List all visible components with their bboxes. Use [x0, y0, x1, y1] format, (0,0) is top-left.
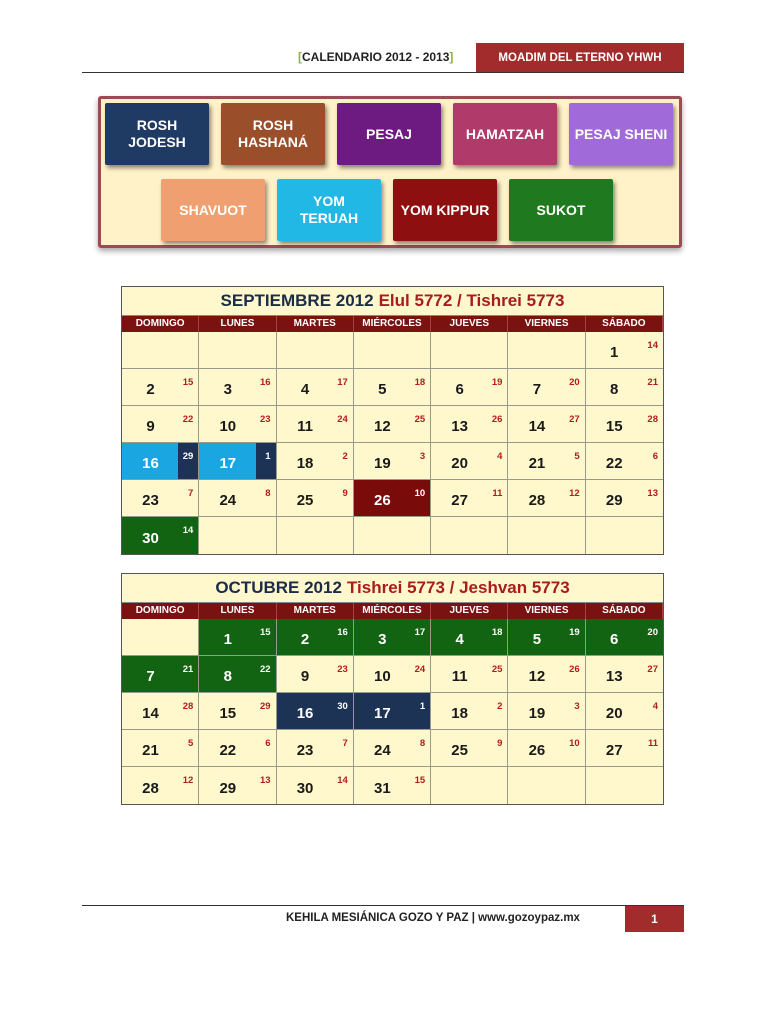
- calendar-day: [199, 369, 276, 406]
- calendar-day: [431, 443, 508, 480]
- day-number: 14: [142, 705, 159, 722]
- footer-text: KEHILA MESIÁNICA GOZO Y PAZ | www.gozoypaz.mx: [286, 912, 580, 924]
- calendar-day: [122, 443, 199, 480]
- hebrew-day-number: 13: [647, 488, 658, 499]
- calendar-day: [431, 480, 508, 517]
- legend-item-shavuot: SHAVUOT: [161, 179, 265, 241]
- calendar-day: [354, 443, 431, 480]
- calendar-day: [586, 369, 663, 406]
- calendar-hebrew-months: Elul 5772 / Tishrei 5773: [378, 291, 565, 310]
- weekday-label: SÁBADO: [586, 603, 663, 619]
- header-title-text: CALENDARIO 2012 - 2013: [302, 50, 450, 64]
- day-number: 7: [532, 381, 542, 398]
- hebrew-day-number: 26: [491, 414, 503, 425]
- day-number: 5: [378, 381, 387, 398]
- calendar-grid: [122, 619, 663, 804]
- calendar-day: [508, 480, 585, 517]
- weekday-label: VIERNES: [508, 603, 585, 619]
- legend-item-yom-teruah: YOM TERUAH: [277, 179, 381, 241]
- hebrew-day-number: 7: [342, 738, 348, 749]
- weekday-label: MARTES: [277, 316, 354, 332]
- day-number: 5: [532, 631, 542, 648]
- calendar-day: [354, 767, 431, 804]
- hebrew-day-number: 11: [647, 738, 658, 749]
- calendar-hebrew-months: Tishrei 5773 / Jeshvan 5773: [346, 578, 570, 597]
- hebrew-day-number: 13: [259, 775, 271, 786]
- hebrew-day-number: 22: [259, 664, 271, 675]
- day-number: 31: [374, 780, 391, 797]
- weekday-label: MARTES: [277, 603, 354, 619]
- hebrew-day-number: 3: [574, 701, 580, 712]
- calendar-day: [277, 443, 354, 480]
- day-number: 18: [296, 455, 314, 472]
- hebrew-day-number: 15: [259, 627, 271, 638]
- legend-item-rosh-hashaná: ROSH HASHANÁ: [221, 103, 325, 165]
- day-number: 1: [223, 631, 232, 648]
- day-number: 4: [455, 631, 464, 648]
- day-number: 23: [142, 492, 159, 509]
- calendar-empty-cell: [354, 517, 431, 554]
- day-number: 15: [219, 705, 237, 722]
- calendar-day: [277, 767, 354, 804]
- hebrew-day-number: 18: [414, 377, 426, 388]
- day-number: 1: [610, 344, 619, 361]
- calendar-day: [586, 693, 663, 730]
- calendar-day: [277, 656, 354, 693]
- calendar-day: [199, 656, 276, 693]
- day-number: 2: [300, 631, 310, 648]
- weekday-header: [122, 316, 663, 332]
- day-number: 11: [451, 668, 468, 685]
- hebrew-day-number: 22: [182, 414, 194, 425]
- calendar-month: OCTUBRE 2012: [215, 578, 342, 597]
- calendar-day: [508, 693, 585, 730]
- hebrew-day-number: 16: [259, 377, 271, 388]
- calendar-empty-cell: [431, 517, 508, 554]
- day-number: 30: [296, 780, 314, 797]
- calendar-day: [199, 443, 276, 480]
- day-number: 11: [297, 418, 313, 435]
- day-number: 13: [451, 418, 468, 435]
- hebrew-day-number: 14: [647, 340, 658, 351]
- day-number: 10: [219, 418, 237, 435]
- calendar-day: [277, 693, 354, 730]
- calendar-grid: [122, 332, 663, 554]
- calendar-day: [122, 693, 199, 730]
- calendar-empty-cell: [431, 767, 508, 804]
- hebrew-day-number: 8: [419, 738, 426, 749]
- calendar-day: [508, 656, 585, 693]
- calendar-day: [122, 480, 199, 517]
- weekday-label: VIERNES: [508, 316, 585, 332]
- calendar-month: SEPTIEMBRE 2012: [220, 291, 374, 310]
- day-number: 16: [296, 705, 314, 722]
- legend-item-pesaj: PESAJ: [337, 103, 441, 165]
- hebrew-day-number: 16: [337, 627, 348, 638]
- calendar-empty-cell: [508, 767, 585, 804]
- header-title: [298, 50, 453, 64]
- calendar-day: [277, 406, 354, 443]
- calendar-day: [431, 693, 508, 730]
- hebrew-day-number: 1: [419, 701, 426, 712]
- hebrew-day-number: 7: [187, 488, 194, 499]
- calendar-empty-cell: [586, 517, 663, 554]
- calendar-day: [277, 480, 354, 517]
- day-number: 15: [605, 418, 623, 435]
- hebrew-day-number: 12: [182, 775, 194, 786]
- calendar-empty-cell: [277, 332, 354, 369]
- calendar-day: [586, 730, 663, 767]
- day-number: 7: [146, 668, 155, 685]
- day-number: 28: [142, 780, 159, 797]
- calendar-day: [199, 693, 276, 730]
- day-number: 25: [296, 492, 314, 509]
- day-number: 8: [223, 668, 232, 685]
- day-number: 17: [374, 705, 391, 722]
- calendar-day: [277, 730, 354, 767]
- calendar-day: [199, 619, 276, 656]
- hebrew-day-number: 14: [337, 775, 348, 786]
- hebrew-day-number: 14: [182, 525, 194, 536]
- hebrew-day-number: 19: [569, 627, 580, 638]
- calendar-empty-cell: [508, 332, 585, 369]
- calendar-day: [508, 406, 585, 443]
- calendar-day: [354, 619, 431, 656]
- calendar-day: [354, 480, 431, 517]
- day-number: 3: [378, 631, 387, 648]
- header-divider: [82, 72, 684, 73]
- weekday-header: [122, 603, 663, 619]
- weekday-label: LUNES: [199, 316, 276, 332]
- legend-item-hamatzah: HAMATZAH: [453, 103, 557, 165]
- bracket-close: ]: [449, 50, 454, 64]
- hebrew-day-number: 9: [497, 738, 503, 749]
- day-number: 26: [374, 492, 391, 509]
- hebrew-day-number: 11: [492, 488, 503, 499]
- weekday-label: JUEVES: [431, 316, 508, 332]
- hebrew-day-number: 17: [414, 627, 426, 638]
- weekday-label: JUEVES: [431, 603, 508, 619]
- day-number: 21: [142, 742, 159, 759]
- day-number: 17: [219, 455, 237, 472]
- calendar-day: [508, 730, 585, 767]
- hebrew-day-number: 17: [337, 377, 348, 388]
- calendar-day: [122, 767, 199, 804]
- day-number: 10: [374, 668, 391, 685]
- hebrew-day-number: 29: [182, 451, 194, 462]
- calendar-day: [586, 443, 663, 480]
- calendar-day: [122, 730, 199, 767]
- hebrew-day-number: 21: [647, 377, 658, 388]
- calendar-day: [354, 406, 431, 443]
- day-number: 27: [451, 492, 468, 509]
- legend-item-yom-kippur: YOM KIPPUR: [393, 179, 497, 241]
- hebrew-day-number: 23: [337, 664, 348, 675]
- hebrew-day-number: 26: [569, 664, 580, 675]
- legend-panel: [98, 96, 682, 248]
- calendar-day: [122, 656, 199, 693]
- day-number: 22: [605, 455, 623, 472]
- hebrew-day-number: 6: [265, 738, 271, 749]
- hebrew-day-number: 28: [647, 414, 658, 425]
- weekday-label: MIÉRCOLES: [354, 603, 431, 619]
- calendar-day: [586, 332, 663, 369]
- day-number: 29: [219, 780, 237, 797]
- calendar-empty-cell: [586, 767, 663, 804]
- hebrew-day-number: 2: [497, 701, 503, 712]
- day-number: 9: [300, 668, 310, 685]
- day-number: 19: [374, 455, 391, 472]
- hebrew-day-number: 27: [647, 664, 658, 675]
- day-number: 12: [528, 668, 546, 685]
- calendar-day: [354, 656, 431, 693]
- hebrew-day-number: 8: [265, 488, 271, 499]
- calendar-day: [586, 656, 663, 693]
- calendar-day: [354, 730, 431, 767]
- weekday-label: DOMINGO: [122, 316, 199, 332]
- calendar-day: [277, 619, 354, 656]
- day-number: 28: [528, 492, 546, 509]
- day-number: 14: [528, 418, 546, 435]
- day-number: 18: [451, 705, 468, 722]
- day-number: 23: [296, 742, 314, 759]
- calendar-day: [199, 767, 276, 804]
- day-number: 9: [146, 418, 155, 435]
- calendar-empty-cell: [199, 517, 276, 554]
- calendar-day: [354, 693, 431, 730]
- day-number: 2: [146, 381, 155, 398]
- calendar-day: [508, 369, 585, 406]
- calendar-day: [122, 406, 199, 443]
- hebrew-day-number: 12: [569, 488, 580, 499]
- day-number: 22: [219, 742, 237, 759]
- calendar-day: [508, 619, 585, 656]
- hebrew-day-number: 10: [414, 488, 426, 499]
- hebrew-day-number: 24: [337, 414, 348, 425]
- weekday-label: MIÉRCOLES: [354, 316, 431, 332]
- day-number: 27: [605, 742, 623, 759]
- day-number: 6: [455, 381, 464, 398]
- calendar-empty-cell: [122, 619, 199, 656]
- day-number: 13: [605, 668, 623, 685]
- day-number: 3: [223, 381, 232, 398]
- calendar-day: [508, 443, 585, 480]
- hebrew-day-number: 5: [574, 451, 580, 462]
- hebrew-day-number: 18: [491, 627, 503, 638]
- day-number: 20: [451, 455, 468, 472]
- day-number: 29: [605, 492, 623, 509]
- hebrew-day-number: 2: [342, 451, 348, 462]
- calendar-empty-cell: [122, 332, 199, 369]
- hebrew-day-number: 10: [569, 738, 580, 749]
- calendar-october: [121, 573, 664, 805]
- calendar-empty-cell: [354, 332, 431, 369]
- calendar-day: [277, 369, 354, 406]
- hebrew-day-number: 3: [419, 451, 426, 462]
- calendar-day: [431, 406, 508, 443]
- hebrew-day-number: 21: [182, 664, 194, 675]
- hebrew-day-number: 28: [182, 701, 194, 712]
- day-number: 21: [528, 455, 546, 472]
- hebrew-day-number: 19: [491, 377, 503, 388]
- calendar-day: [199, 730, 276, 767]
- hebrew-day-number: 1: [265, 451, 271, 462]
- hebrew-day-number: 15: [414, 775, 426, 786]
- weekday-label: SÁBADO: [586, 316, 663, 332]
- hebrew-day-number: 15: [182, 377, 194, 388]
- calendar-day: [431, 730, 508, 767]
- calendar-day: [586, 480, 663, 517]
- calendar-day: [586, 619, 663, 656]
- calendar-day: [431, 619, 508, 656]
- bracket-open: [: [298, 50, 302, 64]
- day-number: 12: [374, 418, 391, 435]
- calendar-empty-cell: [431, 332, 508, 369]
- calendar-day: [586, 406, 663, 443]
- hebrew-day-number: 9: [342, 488, 348, 499]
- hebrew-day-number: 23: [259, 414, 271, 425]
- calendar-title: [122, 574, 663, 603]
- calendar-day: [354, 369, 431, 406]
- header-badge: MOADIM DEL ETERNO YHWH: [476, 43, 684, 73]
- hebrew-day-number: 30: [337, 701, 348, 712]
- legend-item-pesaj-sheni: PESAJ SHENI: [569, 103, 673, 165]
- calendar-day: [431, 656, 508, 693]
- hebrew-day-number: 20: [569, 377, 580, 388]
- weekday-label: LUNES: [199, 603, 276, 619]
- calendar-day: [122, 369, 199, 406]
- calendar-empty-cell: [277, 517, 354, 554]
- hebrew-day-number: 25: [414, 414, 426, 425]
- day-number: 24: [219, 492, 237, 509]
- legend-item-rosh-jodesh: ROSH JODESH: [105, 103, 209, 165]
- hebrew-day-number: 25: [491, 664, 503, 675]
- hebrew-day-number: 20: [647, 627, 658, 638]
- day-number: 26: [528, 742, 546, 759]
- hebrew-day-number: 24: [414, 664, 426, 675]
- hebrew-day-number: 4: [652, 701, 658, 712]
- footer-divider: [82, 905, 684, 906]
- hebrew-day-number: 4: [497, 451, 503, 462]
- day-number: 4: [300, 381, 310, 398]
- hebrew-day-number: 5: [187, 738, 194, 749]
- page-number: 1: [625, 906, 684, 932]
- day-number: 20: [605, 705, 623, 722]
- day-number: 16: [142, 455, 159, 472]
- day-number: 6: [610, 631, 619, 648]
- hebrew-day-number: 27: [569, 414, 580, 425]
- calendar-empty-cell: [508, 517, 585, 554]
- hebrew-day-number: 6: [652, 451, 658, 462]
- calendar-day: [199, 406, 276, 443]
- calendar-day: [199, 480, 276, 517]
- day-number: 19: [528, 705, 546, 722]
- calendar-day: [122, 517, 199, 554]
- day-number: 25: [451, 742, 468, 759]
- hebrew-day-number: 29: [259, 701, 271, 712]
- calendar-title: [122, 287, 663, 316]
- calendar-september: [121, 286, 664, 555]
- weekday-label: DOMINGO: [122, 603, 199, 619]
- day-number: 30: [142, 530, 159, 547]
- calendar-empty-cell: [199, 332, 276, 369]
- calendar-day: [431, 369, 508, 406]
- day-number: 8: [610, 381, 619, 398]
- day-number: 24: [374, 742, 391, 759]
- legend-item-sukot: SUKOT: [509, 179, 613, 241]
